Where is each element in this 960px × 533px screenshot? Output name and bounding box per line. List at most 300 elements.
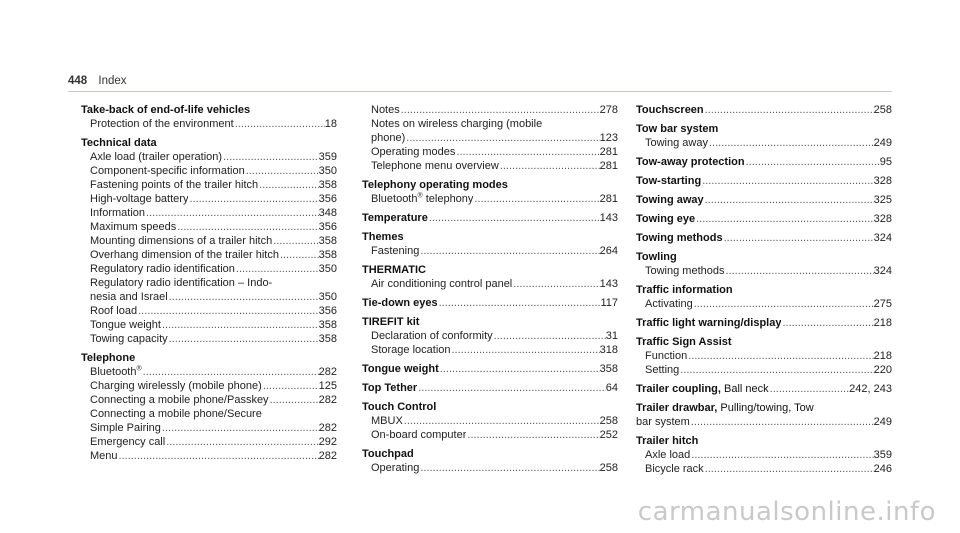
subentry-row-text	[645, 136, 708, 150]
index-entry	[362, 447, 618, 475]
subentry-row	[636, 448, 892, 462]
subentry-text: Notes	[371, 104, 400, 116]
index-entry	[636, 316, 892, 330]
subentry-text: Notes on wireless charging (mobile	[371, 118, 543, 130]
entry-heading-row-text	[636, 231, 723, 245]
subentry-text: Activating	[645, 298, 693, 310]
index-column-3	[636, 103, 892, 481]
subentry-text: Bluetooth	[371, 193, 418, 205]
entry-inline-text: Ball neck	[720, 383, 769, 395]
subentry-row-text	[645, 363, 679, 377]
registered-mark: ®	[136, 365, 142, 373]
subentry-row-text	[90, 332, 168, 346]
subentry-row-text	[645, 448, 690, 462]
subentry-row	[362, 461, 618, 475]
index-entry	[362, 230, 618, 258]
subentry-continuation-text	[90, 421, 161, 435]
subentry-row-text	[371, 192, 473, 206]
index-entry	[636, 250, 892, 278]
page-ref: 325	[873, 194, 892, 206]
subentry-row-text	[90, 206, 145, 220]
index-entry	[636, 283, 892, 311]
entry-heading: Technical data	[81, 137, 157, 149]
subentry-text: Mounting dimensions of a trailer hitch	[90, 235, 273, 247]
entry-heading: TIREFIT kit	[362, 316, 420, 328]
subentry-text: Protection of the environment	[90, 118, 234, 130]
page-ref: 143	[599, 278, 618, 290]
leader-dots	[704, 462, 874, 476]
index-entry	[362, 263, 618, 291]
leader-dots	[704, 193, 874, 207]
subentry-row-text	[90, 365, 142, 379]
leader-dots	[235, 262, 319, 276]
index-entry	[636, 434, 892, 476]
index-entry	[362, 362, 618, 376]
index-entry	[81, 103, 337, 131]
continuation-text: phone)	[371, 132, 406, 144]
entry-heading-row	[636, 155, 892, 169]
continuation-text: Simple Pairing	[90, 422, 161, 434]
index-entry	[362, 178, 618, 206]
page-ref: 220	[873, 364, 892, 376]
entry-heading: Telephony operating modes	[362, 179, 508, 191]
subentry-row	[81, 117, 337, 131]
entry-heading-row-text	[636, 174, 701, 188]
header-divider	[68, 91, 892, 92]
subentry-row	[362, 159, 618, 173]
page-ref: 358	[318, 235, 337, 247]
page-ref: 358	[318, 179, 337, 191]
leader-dots	[262, 379, 319, 393]
page-ref: 218	[873, 350, 892, 362]
entry-heading: Tow bar system	[636, 123, 719, 135]
subentry-row	[81, 393, 337, 407]
index-entry	[636, 382, 892, 396]
subentry-row-text	[90, 393, 269, 407]
entry-continuation-text	[636, 415, 690, 429]
subentry-text: Fastening	[371, 245, 420, 257]
leader-dots	[419, 461, 599, 475]
leader-dots	[428, 211, 600, 225]
entry-inline-text: Pulling/towing, Tow	[717, 402, 814, 414]
subentry-row-text	[371, 145, 455, 159]
subentry-row	[81, 379, 337, 393]
page-ref: 359	[318, 151, 337, 163]
leader-dots	[451, 343, 600, 357]
page-ref: 95	[879, 156, 892, 168]
page-ref: 328	[873, 213, 892, 225]
index-entry	[81, 136, 337, 346]
entry-heading: Touchpad	[362, 448, 414, 460]
entry-heading-row	[636, 212, 892, 226]
subentry-row	[81, 304, 337, 318]
index-entry	[636, 401, 892, 429]
page-ref: 282	[318, 422, 337, 434]
page-number: 448	[68, 75, 88, 87]
subentry-text: Function	[645, 350, 688, 362]
entry-heading-row	[362, 362, 618, 376]
leader-dots	[272, 234, 318, 248]
leader-dots	[165, 435, 318, 449]
page-ref: 282	[318, 394, 337, 406]
subentry-text: Regulatory radio identification	[90, 263, 235, 275]
subentry-row	[81, 192, 337, 206]
subentry-row-text	[90, 304, 137, 318]
section-title: Index	[98, 75, 127, 87]
subentry-row-text	[90, 379, 262, 393]
subentry-text: Tongue weight	[90, 319, 161, 331]
leader-dots	[118, 449, 319, 463]
index-entry	[362, 296, 618, 310]
leader-dots	[142, 365, 319, 379]
page-ref: 282	[318, 366, 337, 378]
subentry-row-text	[371, 159, 499, 173]
page-header	[68, 75, 127, 87]
leader-dots	[176, 220, 318, 234]
leader-dots	[168, 290, 319, 304]
subentry-row	[636, 363, 892, 377]
leader-dots	[466, 428, 599, 442]
subentry-text: Emergency call	[90, 436, 166, 448]
entry-heading: Towing eye	[636, 213, 696, 225]
page-ref: 282	[318, 450, 337, 462]
subentry-row-text	[90, 262, 235, 276]
subentry-row	[636, 136, 892, 150]
subentry-text: Charging wirelessly (mobile phone)	[90, 380, 262, 392]
subentry-row-text	[371, 329, 493, 343]
subentry-row	[81, 150, 337, 164]
subentry-row-text	[90, 435, 165, 449]
entry-heading: Trailer drawbar,	[636, 402, 718, 414]
page-ref: 143	[599, 212, 618, 224]
subentry-text: Fastening points of the trailer hitch	[90, 179, 259, 191]
entry-heading: Top Tether	[362, 382, 418, 394]
index-entry	[636, 212, 892, 226]
leader-dots	[725, 264, 874, 278]
leader-dots	[723, 231, 874, 245]
entry-heading: Touch Control	[362, 401, 437, 413]
subentry-text: Axle load (trailer operation)	[90, 151, 223, 163]
subentry-row-text	[371, 103, 400, 117]
index-entry	[636, 231, 892, 245]
subentry-text: MBUX	[371, 415, 403, 427]
page-ref: 64	[605, 382, 618, 394]
entry-heading-row	[636, 193, 892, 207]
page-ref: 292	[318, 436, 337, 448]
leader-dots	[701, 174, 873, 188]
page-ref: 356	[318, 193, 337, 205]
leader-dots	[400, 103, 600, 117]
subentry-row-text	[645, 349, 687, 363]
page-ref: 249	[873, 416, 892, 428]
subentry-row-text	[645, 462, 704, 476]
entry-heading: Telephone	[81, 352, 136, 364]
page-ref: 281	[599, 146, 618, 158]
subentry-text: Connecting a mobile phone/Secure	[90, 408, 262, 420]
subentry-row	[362, 192, 618, 206]
index-entry	[636, 174, 892, 188]
continuation-text: bar system	[636, 416, 690, 428]
subentry-row	[81, 262, 337, 276]
entry-heading: Towing methods	[636, 232, 723, 244]
leader-dots	[687, 349, 873, 363]
leader-dots	[512, 277, 599, 291]
page-ref: 358	[599, 363, 618, 375]
subentry-text: Overhang dimension of the trailer hitch	[90, 249, 279, 261]
subentry-text: Setting	[645, 364, 680, 376]
entry-heading: Towling	[636, 251, 677, 263]
leader-dots	[693, 297, 874, 311]
leader-dots	[403, 414, 600, 428]
index-entry	[362, 103, 618, 173]
page-ref: 324	[873, 232, 892, 244]
subentry-text: Operating	[371, 462, 420, 474]
entry-heading-row	[362, 211, 618, 225]
page-ref: 348	[318, 207, 337, 219]
page-ref: 117	[600, 297, 618, 309]
leader-dots	[690, 448, 873, 462]
leader-dots	[145, 206, 319, 220]
subentry-row	[81, 449, 337, 463]
leader-dots	[188, 192, 318, 206]
subentry-row-text	[371, 428, 466, 442]
page-ref: 328	[873, 175, 892, 187]
subentry-row	[81, 248, 337, 262]
subentry-text: High-voltage battery	[90, 193, 189, 205]
entry-heading-row	[636, 401, 892, 415]
subentry-row	[362, 329, 618, 343]
page-ref: 278	[599, 104, 618, 116]
page-ref: 218	[873, 317, 892, 329]
subentry-row	[81, 332, 337, 346]
leader-dots	[161, 318, 319, 332]
index-entry	[362, 381, 618, 395]
entry-heading-row	[362, 296, 618, 310]
index-entry	[81, 351, 337, 463]
page-ref: 356	[318, 221, 337, 233]
subentry-row	[636, 297, 892, 311]
entry-heading: Tow-starting	[636, 175, 702, 187]
subentry-text: Bluetooth	[90, 366, 137, 378]
index-entry	[362, 315, 618, 357]
entry-heading-row-text	[636, 316, 781, 330]
leader-dots	[245, 164, 319, 178]
page-ref: 242, 243	[849, 383, 892, 395]
page-ref: 18	[324, 118, 337, 130]
subentry-row-text	[90, 178, 258, 192]
page-ref: 252	[599, 429, 618, 441]
subentry-text: Axle load	[645, 449, 691, 461]
subentry-row	[362, 343, 618, 357]
subentry-row	[636, 462, 892, 476]
index-entry	[636, 193, 892, 207]
page-ref: 123	[599, 132, 618, 144]
subentry-row	[81, 206, 337, 220]
page-ref: 356	[318, 305, 337, 317]
index-entry	[636, 103, 892, 117]
subentry-text: Regulatory radio identification – Indo-	[90, 277, 273, 289]
leader-dots	[438, 296, 601, 310]
subentry-row	[362, 145, 618, 159]
subentry-row-text	[90, 318, 161, 332]
entry-heading: Tie-down eyes	[362, 297, 438, 309]
subentry-row	[81, 318, 337, 332]
subentry-row-text	[90, 449, 118, 463]
subentry-row	[636, 349, 892, 363]
subentry-text: Component-specific information	[90, 165, 245, 177]
entry-heading: Touchscreen	[636, 104, 704, 116]
subentry-row-text	[371, 277, 512, 291]
entry-heading: Temperature	[362, 212, 428, 224]
subentry-row-text	[90, 248, 279, 262]
index-entry	[636, 335, 892, 377]
leader-dots	[769, 382, 850, 396]
subentry-continuation	[362, 131, 618, 145]
subentry-row	[81, 220, 337, 234]
index-entry	[636, 122, 892, 150]
leader-dots	[745, 155, 880, 169]
page-ref: 258	[599, 462, 618, 474]
entry-heading-row-text	[362, 381, 417, 395]
page-ref: 275	[873, 298, 892, 310]
leader-dots	[455, 145, 599, 159]
entry-heading: Themes	[362, 231, 404, 243]
subentry-continuation-text	[90, 290, 168, 304]
subentry-row	[636, 264, 892, 278]
leader-dots	[405, 131, 599, 145]
registered-mark: ®	[417, 192, 423, 200]
subentry-row	[362, 414, 618, 428]
subentry-row	[81, 164, 337, 178]
subentry-row-text	[371, 414, 403, 428]
subentry-text: Operating modes	[371, 146, 456, 158]
subentry-row-text	[90, 234, 272, 248]
entry-heading: Traffic light warning/display	[636, 317, 782, 329]
subentry-text: Roof load	[90, 305, 138, 317]
leader-dots	[137, 304, 319, 318]
leader-dots	[269, 393, 319, 407]
index-entry	[362, 400, 618, 442]
entry-heading: Trailer hitch	[636, 435, 699, 447]
entry-heading-row	[636, 231, 892, 245]
subentry-row	[81, 435, 337, 449]
entry-heading: Trailer coupling,	[636, 383, 721, 395]
page-ref: 350	[318, 165, 337, 177]
subentry-row-text	[371, 461, 419, 475]
page-ref: 350	[318, 291, 337, 303]
entry-heading: Tow-away protection	[636, 156, 745, 168]
page-ref: 358	[318, 319, 337, 331]
subentry-text: Maximum speeds	[90, 221, 177, 233]
leader-dots	[679, 363, 873, 377]
entry-heading-row-text	[362, 211, 428, 225]
entry-heading-row-text	[636, 382, 769, 396]
subentry-row	[362, 244, 618, 258]
leader-dots	[419, 244, 599, 258]
entry-heading: Traffic Sign Assist	[636, 336, 732, 348]
leader-dots	[781, 316, 873, 330]
subentry-text: On-board computer	[371, 429, 467, 441]
subentry-row-text	[90, 192, 188, 206]
subentry-text: Connecting a mobile phone/Passkey	[90, 394, 269, 406]
subentry-text: Air conditioning control panel	[371, 278, 513, 290]
entry-heading-row-text	[636, 212, 695, 226]
entry-heading-row	[636, 174, 892, 188]
subentry-text: Storage location	[371, 344, 451, 356]
entry-heading-row-text	[636, 155, 745, 169]
page-ref: 246	[873, 463, 892, 475]
leader-dots	[417, 381, 606, 395]
page-ref: 350	[318, 263, 337, 275]
leader-dots	[168, 332, 319, 346]
subentry-row-text	[90, 150, 222, 164]
subentry-text-suffix: telephony	[422, 193, 474, 205]
entry-heading-row	[362, 381, 618, 395]
leader-dots	[222, 150, 319, 164]
leader-dots	[279, 248, 319, 262]
page-ref: 281	[599, 160, 618, 172]
subentry-continuation	[81, 421, 337, 435]
entry-heading: Traffic information	[636, 284, 733, 296]
entry-heading: Tongue weight	[362, 363, 439, 375]
subentry-text: Towing away	[645, 137, 708, 149]
entry-heading: Take-back of end-of-life vehicles	[81, 104, 251, 116]
leader-dots	[695, 212, 874, 226]
entry-heading-row-text	[636, 193, 704, 207]
leader-dots	[258, 178, 318, 192]
subentry-text: Bicycle rack	[645, 463, 704, 475]
subentry-continuation-text	[371, 131, 405, 145]
entry-heading-row-text	[362, 296, 438, 310]
entry-continuation	[636, 415, 892, 429]
page-ref: 258	[873, 104, 892, 116]
page-ref: 249	[873, 137, 892, 149]
subentry-text: Menu	[90, 450, 118, 462]
entry-heading-row-text	[636, 103, 704, 117]
leader-dots	[234, 117, 325, 131]
page-ref: 359	[873, 449, 892, 461]
subentry-text: Telephone menu overview	[371, 160, 499, 172]
subentry-text: Information	[90, 207, 146, 219]
page-ref: 258	[599, 415, 618, 427]
subentry-row	[362, 103, 618, 117]
subentry-row-text	[90, 220, 176, 234]
entry-heading-row	[636, 103, 892, 117]
index-column-1	[81, 103, 337, 468]
subentry-row-text	[645, 264, 725, 278]
subentry-row-text	[90, 164, 245, 178]
subentry-row	[362, 428, 618, 442]
index-column-2	[362, 103, 618, 480]
page-ref: 318	[599, 344, 618, 356]
leader-dots	[690, 415, 874, 429]
index-entry	[362, 211, 618, 225]
page-ref: 324	[873, 265, 892, 277]
subentry-text: Towing capacity	[90, 333, 168, 345]
subentry-continuation	[81, 290, 337, 304]
subentry-row-text	[371, 244, 419, 258]
subentry-row-text	[645, 297, 693, 311]
page-ref: 31	[605, 330, 618, 342]
leader-dots	[493, 329, 606, 343]
leader-dots	[473, 192, 599, 206]
subentry-row-text	[90, 117, 234, 131]
index-entry	[636, 155, 892, 169]
entry-heading-row	[636, 382, 892, 396]
leader-dots	[439, 362, 600, 376]
leader-dots	[499, 159, 600, 173]
entry-heading-row	[636, 316, 892, 330]
